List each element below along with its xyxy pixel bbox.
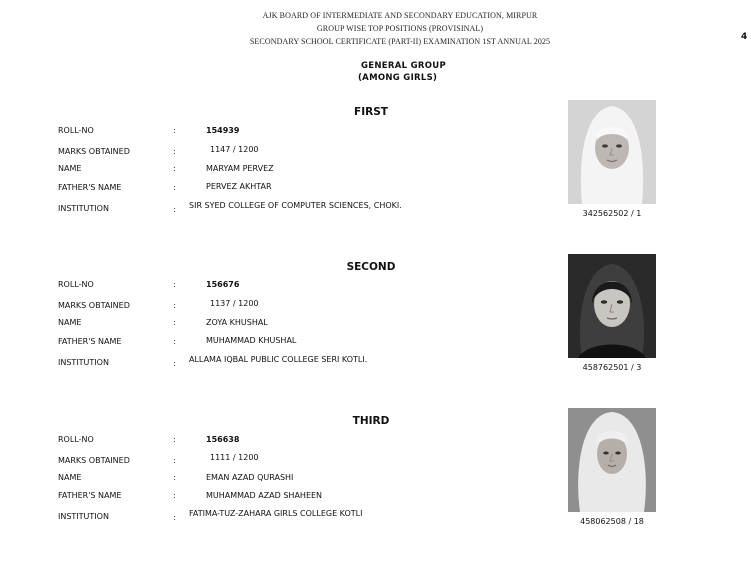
institution-value: ALLAMA IQBAL PUBLIC COLLEGE SERI KOTLI. [189, 355, 368, 364]
colon: : [173, 183, 176, 192]
marks-value: 1147 / 1200 [210, 145, 259, 154]
name-label: NAME [58, 164, 82, 173]
father-name-label: FATHER'S NAME [58, 183, 122, 192]
father-name-value: PERVEZ AKHTAR [206, 182, 272, 191]
colon: : [173, 205, 176, 214]
marks-value: 1111 / 1200 [210, 453, 259, 462]
colon: : [173, 435, 176, 444]
group-title: GENERAL GROUP [361, 61, 446, 71]
rank-heading: THIRD [352, 415, 390, 427]
father-name-label: FATHER'S NAME [58, 491, 122, 500]
colon: : [173, 280, 176, 289]
student-code: 342562502 / 1 [582, 209, 642, 218]
colon: : [173, 456, 176, 465]
rank-heading: FIRST [354, 106, 388, 118]
father-name-value: MUHAMMAD AZAD SHAHEEN [206, 491, 323, 500]
colon: : [173, 491, 176, 500]
institution-label: INSTITUTION [58, 512, 109, 521]
student-photo-dark-background [568, 254, 656, 358]
roll-no-label: ROLL-NO [58, 435, 94, 444]
name-value: EMAN AZAD QURASHI [206, 473, 294, 482]
colon: : [173, 301, 176, 310]
roll-no-label: ROLL-NO [58, 126, 94, 135]
colon: : [173, 147, 176, 156]
colon: : [173, 359, 176, 368]
roll-no-label: ROLL-NO [58, 280, 94, 289]
roll-no-value: 156638 [206, 435, 240, 444]
name-value: MARYAM PERVEZ [206, 164, 274, 173]
page-number: 4 [741, 32, 748, 42]
student-code: 458762501 / 3 [582, 363, 642, 372]
colon: : [173, 337, 176, 346]
exam-title: SECONDARY SCHOOL CERTIFICATE (PART-II) EXAMINATION 1ST ANNUAL 2025 [249, 37, 551, 46]
colon: : [173, 318, 176, 327]
roll-no-value: 154939 [206, 126, 240, 135]
institution-label: INSTITUTION [58, 204, 109, 213]
student-code: 458062508 / 18 [580, 517, 644, 526]
colon: : [173, 126, 176, 135]
name-label: NAME [58, 318, 82, 327]
institution-value: SIR SYED COLLEGE OF COMPUTER SCIENCES, CHOKI. [189, 201, 402, 210]
rank-heading: SECOND [346, 261, 396, 273]
marks-label: MARKS OBTAINED [58, 147, 130, 156]
colon: : [173, 513, 176, 522]
institution-value: FATIMA-TUZ-ZAHARA GIRLS COLLEGE KOTLI [189, 509, 363, 518]
colon: : [173, 473, 176, 482]
board-title: AJK BOARD OF INTERMEDIATE AND SECONDARY EDUCATION, MIRPUR [262, 11, 538, 20]
father-name-value: MUHAMMAD KHUSHAL [206, 336, 297, 345]
report-title: GROUP WISE TOP POSITIONS (PROVISINAL) [316, 24, 484, 33]
roll-no-value: 156676 [206, 280, 240, 289]
marks-value: 1137 / 1200 [210, 299, 259, 308]
institution-label: INSTITUTION [58, 358, 109, 367]
student-photo-hijab-grey-background [568, 408, 656, 512]
student-photo-white-hijab [568, 100, 656, 204]
marks-label: MARKS OBTAINED [58, 301, 130, 310]
name-value: ZOYA KHUSHAL [206, 318, 268, 327]
father-name-label: FATHER'S NAME [58, 337, 122, 346]
marks-label: MARKS OBTAINED [58, 456, 130, 465]
name-label: NAME [58, 473, 82, 482]
colon: : [173, 164, 176, 173]
group-subtitle: (AMONG GIRLS) [358, 73, 438, 83]
